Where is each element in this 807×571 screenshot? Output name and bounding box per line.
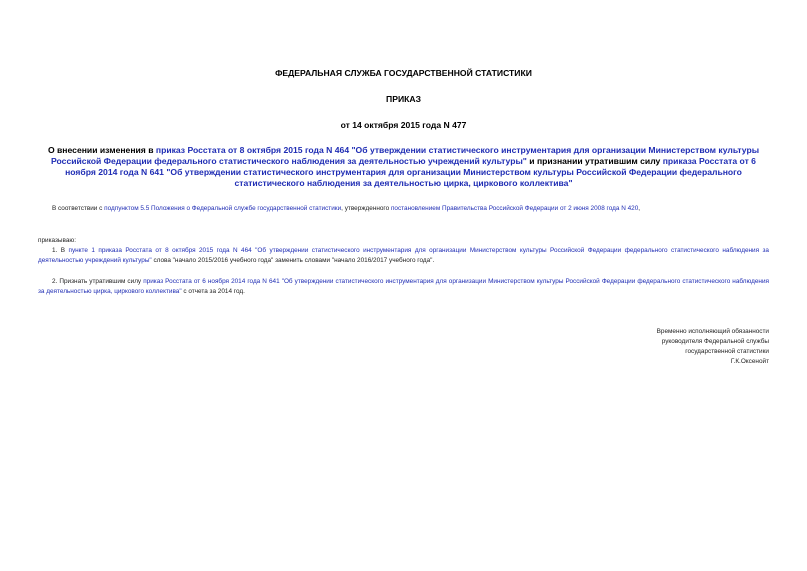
signature-name: Г.К.Оксенойт [730,358,769,365]
preamble-text-3: , [638,205,641,212]
title-text-1: О внесении изменения в [47,145,156,155]
preamble-link-resolution[interactable]: постановлением Правительства Российской Федерации от 2 июня 2008 года N 420 [390,205,639,212]
preamble-text-2: , утвержденного [341,205,391,212]
item-2-paragraph [38,277,769,297]
item-1-link[interactable]: пункте 1 приказа Росстата от 8 октября 2015 года N 464 "Об утверждении статистического инструментария для организации Министерством культуры Российской Федерации федерального статистического наблюдения за деятельностью учреждений культуры" [38,247,769,264]
document-type: ПРИКАЗ [386,94,421,104]
signature-line-1: Временно исполняющий обязанности [656,328,769,335]
item-2-text-1: 2. Признать утратившим силу [52,278,144,285]
document-title [38,145,769,189]
item-2-text-2: с отчета за 2014 год. [181,288,245,295]
item-1-text-2: слова "начало 2015/2016 учебного года" заменить словами "начало 2016/2017 учебного года". [151,257,435,264]
preamble-paragraph [38,204,769,214]
signature-line-2: руководителя Федеральной службы [661,338,769,345]
title-link-order-464[interactable]: приказ Росстата от 8 октября 2015 года N 464 "Об утверждении статистического инструментария для организации Министерством культуры Российской Федерации федерального статистического наблюдения за деятельностью учреждений культуры" [51,145,760,166]
signature-block [657,327,769,367]
title-text-2: и признании утратившим силу [526,156,663,166]
organization-heading: ФЕДЕРАЛЬНАЯ СЛУЖБА ГОСУДАРСТВЕННОЙ СТАТИСТИКИ [275,68,532,78]
item-1-text-1: 1. В [52,247,69,254]
item-2-link[interactable]: приказ Росстата от 6 ноября 2014 года N 641 "Об утверждении статистического инструментария для организации Министерством культуры Российской Федерации федерального статистического наблюдения за деятельностью цирка, циркового коллектива" [38,278,769,295]
preamble-link-regulation[interactable]: подпунктом 5.5 Положения о Федеральной службе государственной статистики [104,205,342,212]
title-link-order-641[interactable]: приказа Росстата от 6 ноября 2014 года N 641 "Об утверждении статистического инструментария для организации Министерством культуры Российской Федерации федерального статистического наблюдения за деятельностью цирка, циркового коллектива" [65,156,756,188]
signature-line-3: государственной статистики [685,348,769,355]
document-date-number: от 14 октября 2015 года N 477 [340,120,467,130]
preamble-text-1: В соответствии с [52,205,105,212]
order-word: приказываю: [38,237,76,244]
item-1-paragraph [38,246,769,266]
